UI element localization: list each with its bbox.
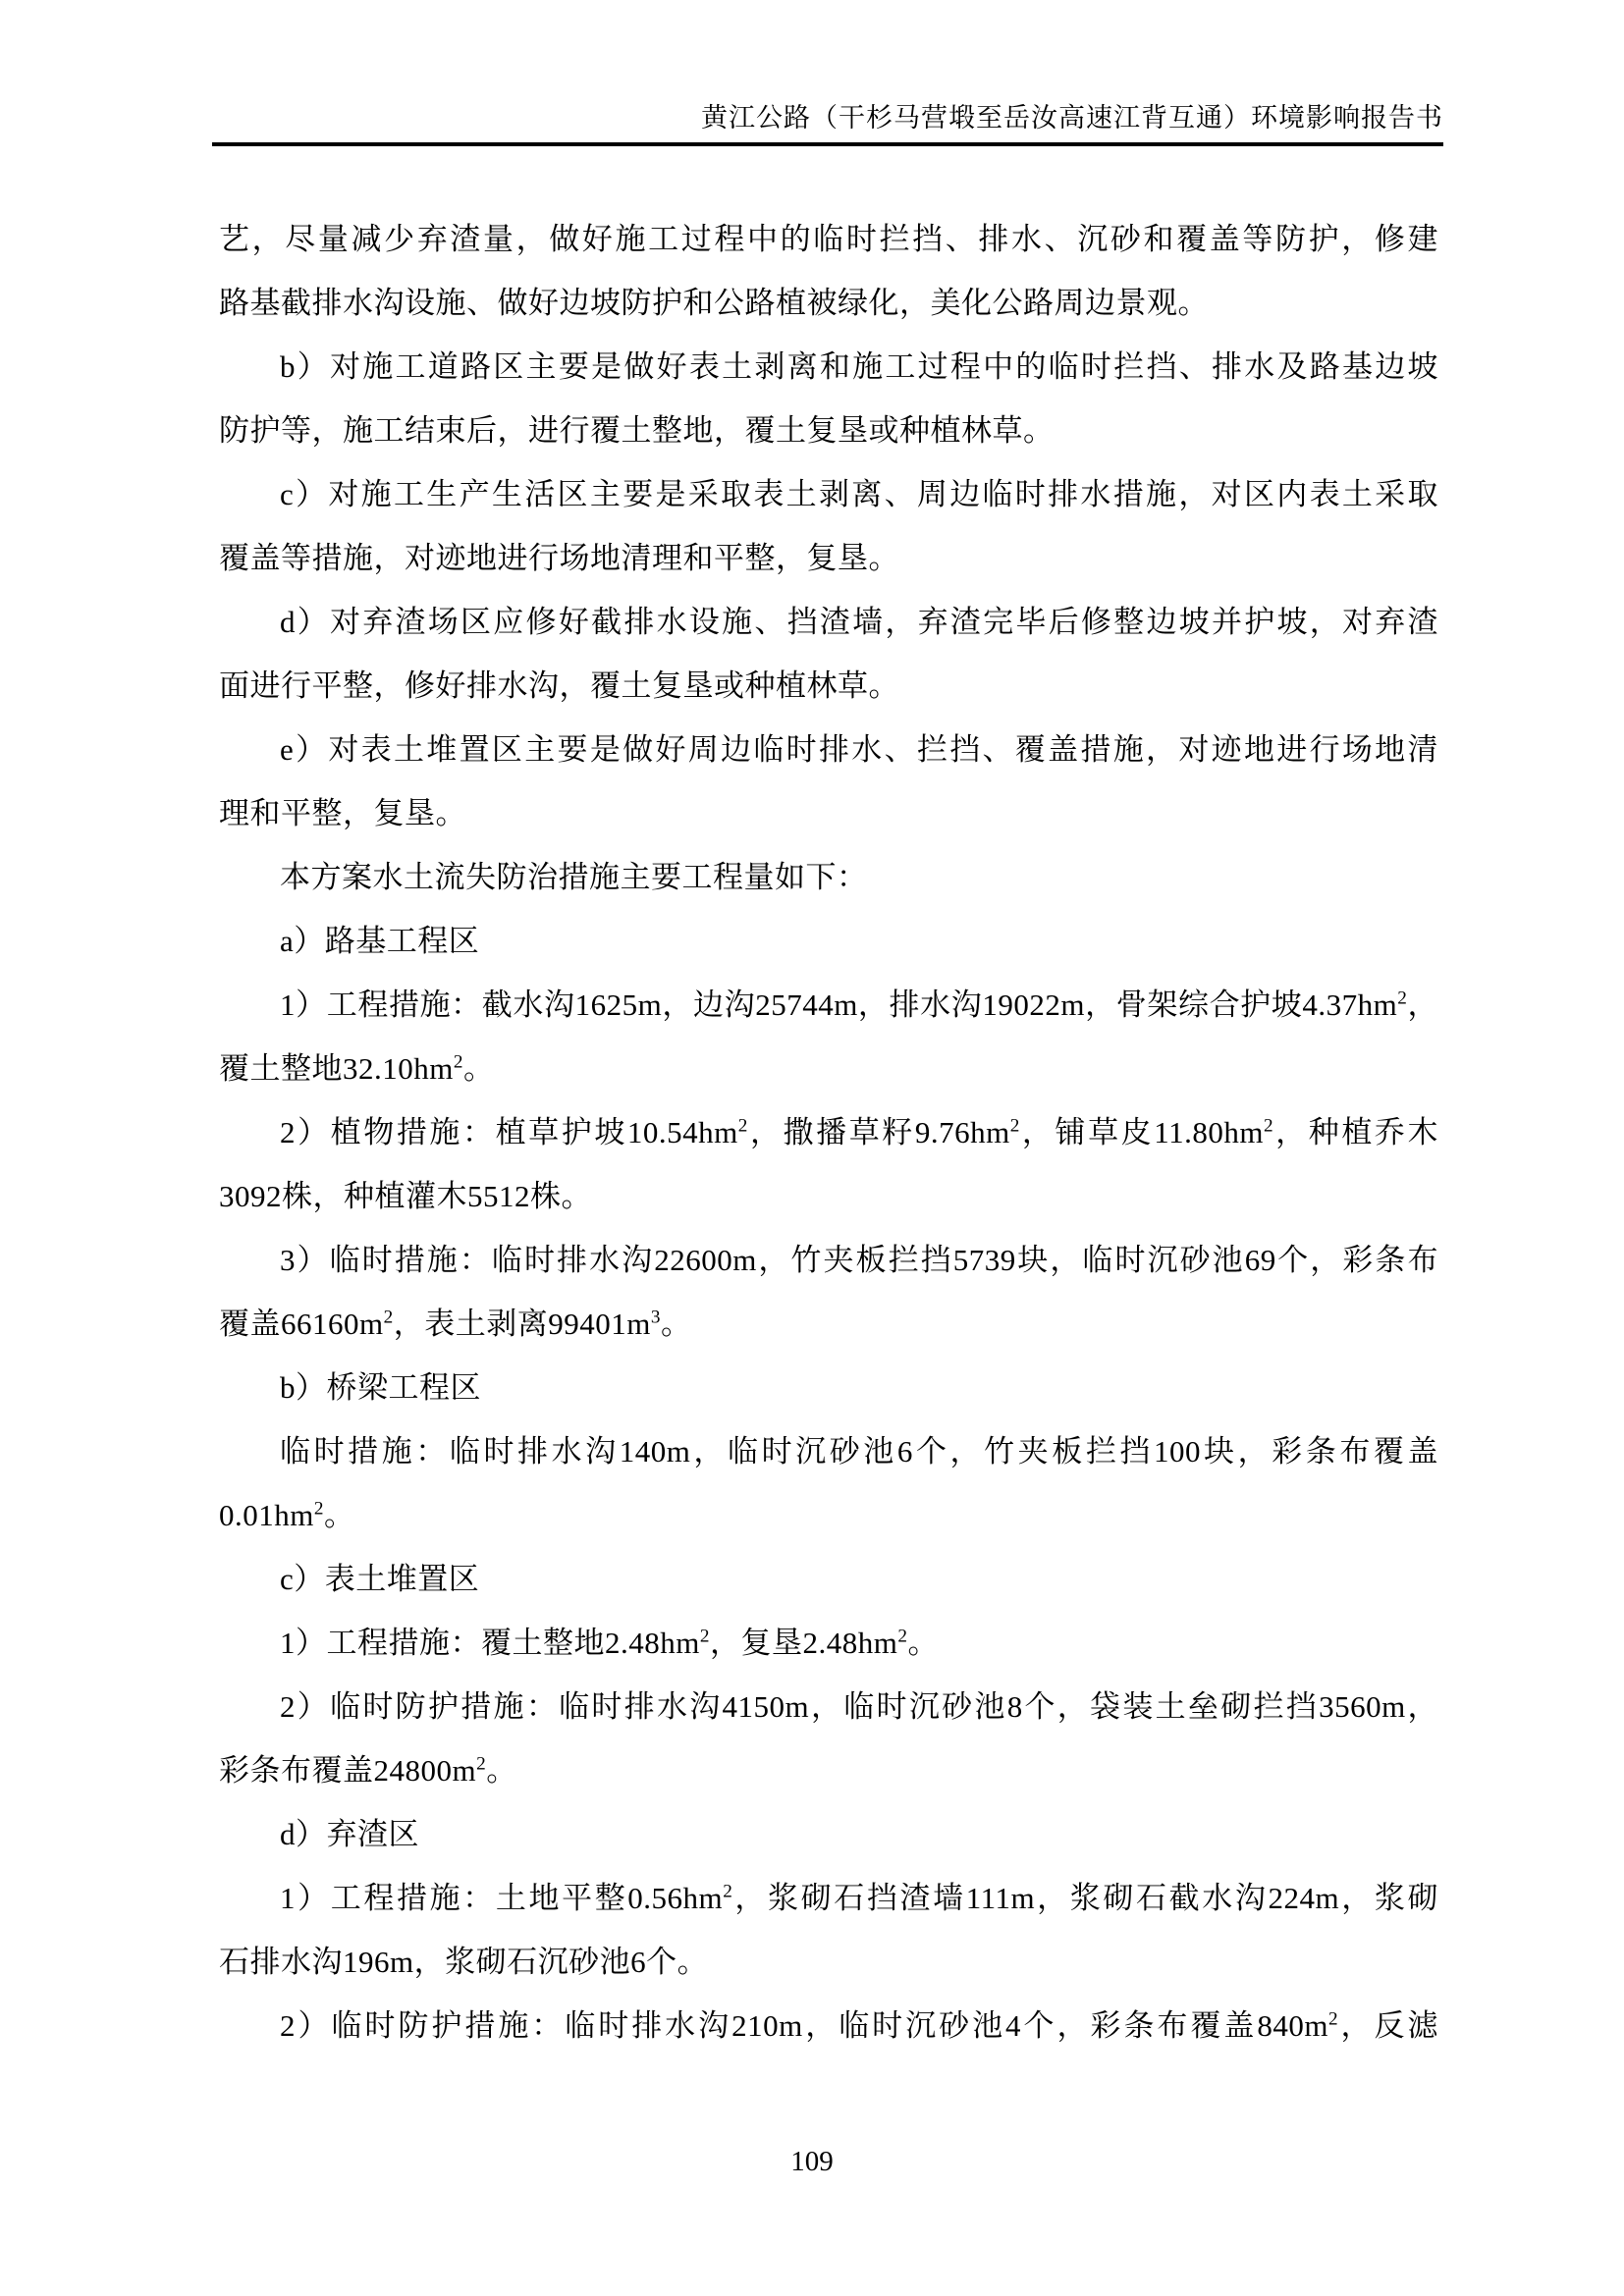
text-line: b）桥梁工程区 [280, 1370, 481, 1405]
text-line: a）路基工程区 [280, 924, 480, 958]
text-line: 1）工程措施：土地平整$0.56hm^2$，浆砌石挡渣墙111m，浆砌石截水沟224m，浆砌 [280, 1881, 1438, 1915]
header-title: 黄江公路（干杉马营塅至岳汝高速江背互通）环境影响报告书 [701, 103, 1443, 133]
text-line: 覆盖等措施，对迹地进行场地清理和平整，复垦。 [219, 541, 899, 575]
text-line: 彩条布覆盖$24800m^2$。 [219, 1753, 517, 1788]
text-line: e）对表土堆置区主要是做好周边临时排水、拦挡、覆盖措施，对迹地进行场地清 [280, 732, 1438, 767]
text-line: c）表土堆置区 [280, 1562, 480, 1596]
text-line: 3092株，种植灌木5512株。 [219, 1179, 592, 1213]
text-line: 1）工程措施：覆土整地$2.48hm^2$，复垦$2.48hm^2$。 [280, 1626, 939, 1660]
text-line: 本方案水土流失防治措施主要工程量如下： [280, 860, 868, 894]
document-body [219, 207, 1438, 2057]
text-line: 1）工程措施：截水沟1625m，边沟25744m，排水沟19022m，骨架综合护坡$4.37hm^2$， [280, 988, 1439, 1022]
text-line: 艺，尽量减少弃渣量，做好施工过程中的临时拦挡、排水、沉砂和覆盖等防护，修建 [219, 222, 1438, 256]
text-line: 路基截排水沟设施、做好边坡防护和公路植被绿化，美化公路周边景观。 [219, 286, 1209, 320]
text-line: 石排水沟196m，浆砌石沉砂池6个。 [219, 1945, 709, 1979]
text-line: b）对施工道路区主要是做好表土剥离和施工过程中的临时拦挡、排水及路基边坡 [280, 349, 1438, 384]
text-line: 2）植物措施：植草护坡$10.54hm^2$，撒播草籽$9.76hm^2$，铺草皮$11.80hm^2$，种植乔木 [280, 1115, 1438, 1149]
text-line: 临时措施：临时排水沟140m，临时沉砂池6个，竹夹板拦挡100块，彩条布覆盖 [280, 1434, 1438, 1468]
text-line: 2）临时防护措施：临时排水沟210m，临时沉砂池4个，彩条布覆盖$840m^2$，反滤 [280, 2008, 1438, 2043]
text-line: 理和平整，复垦。 [219, 796, 466, 830]
text-line: d）对弃渣场区应修好截排水设施、挡渣墙，弃渣完毕后修整边坡并护坡，对弃渣 [280, 605, 1438, 639]
page-header [212, 102, 1443, 146]
text-line: 覆土整地$32.10hm^2$。 [219, 1051, 495, 1086]
text-line: $0.01hm^2$。 [219, 1498, 355, 1532]
page-footer [0, 2146, 1624, 2178]
text-line: 2）临时防护措施：临时排水沟4150m，临时沉砂池8个，袋装土垒砌拦挡3560m， [280, 1689, 1438, 1724]
page-number: 109 [790, 2146, 834, 2177]
text-line: d）弃渣区 [280, 1817, 419, 1851]
text-line: 防护等，施工结束后，进行覆土整地，覆土复垦或种植林草。 [219, 413, 1055, 448]
text-line: 面进行平整，修好排水沟，覆土复垦或种植林草。 [219, 668, 899, 703]
text-line: 覆盖$66160m^2$，表土剥离$99401m^3$。 [219, 1307, 692, 1341]
text-line: c）对施工生产生活区主要是采取表土剥离、周边临时排水措施，对区内表土采取 [280, 477, 1438, 511]
text-line: 3）临时措施：临时排水沟22600m，竹夹板拦挡5739块，临时沉砂池69个，彩条布 [280, 1243, 1438, 1277]
